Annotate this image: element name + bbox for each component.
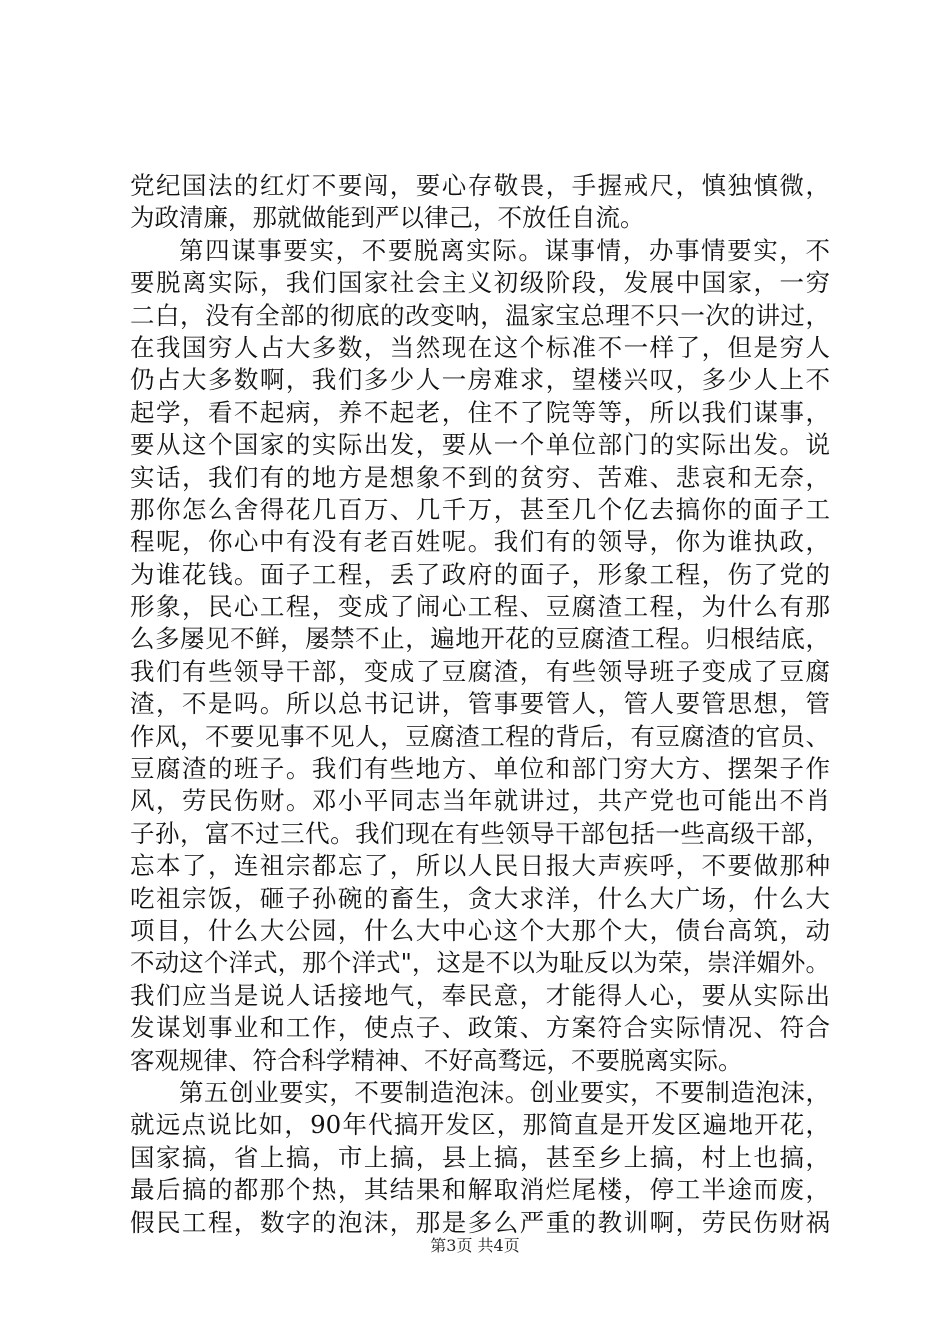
text-line: 我们有些领导干部，变成了豆腐渣，有些领导班子变成了豆腐 <box>130 656 830 686</box>
text-line: 就远点说比如，90年代搞开发区，那简直是开发区遍地开花， <box>130 1110 830 1140</box>
page-number-footer: 第3页 共4页 <box>430 1236 520 1255</box>
text-line: 那你怎么舍得花几百万、几千万，甚至几个亿去搞你的面子工 <box>130 494 830 524</box>
text-line: 假民工程，数字的泡沫，那是多么严重的教训啊，劳民伤财祸 <box>130 1207 830 1237</box>
text-line: 要从这个国家的实际出发，要从一个单位部门的实际出发。说 <box>130 430 830 460</box>
text-line: 实话，我们有的地方是想象不到的贫穷、苦难、悲哀和无奈， <box>130 462 830 492</box>
text-line: 第四谋事要实，不要脱离实际。谋事情，办事情要实，不 <box>179 235 830 265</box>
text-line: 党纪国法的红灯不要闯，要心存敬畏，手握戒尺，慎独慎微， <box>130 171 830 200</box>
text-line: 作风，不要见事不见人，豆腐渣工程的背后，有豆腐渣的官员、 <box>130 721 830 751</box>
text-line: 最后搞的都那个热，其结果和解取消烂尾楼，停工半途而废， <box>130 1175 830 1205</box>
text-line: 国家搞，省上搞，市上搞，县上搞，甚至乡上搞，村上也搞， <box>130 1142 830 1172</box>
text-line: 要脱离实际，我们国家社会主义初级阶段，发展中国家，一穷 <box>130 268 830 298</box>
text-line: 我们应当是说人话接地气，奉民意，才能得人心，要从实际出 <box>130 980 830 1010</box>
text-line: 为谁花钱。面子工程，丢了政府的面子，形象工程，伤了党的 <box>130 559 830 589</box>
text-line: 不动这个洋式，那个洋式"，这是不以为耻反以为荣，崇洋媚外。 <box>130 948 830 978</box>
text-line: 在我国穷人占大多数，当然现在这个标准不一样了，但是穷人 <box>130 332 830 362</box>
text-line: 渣，不是吗。所以总书记讲，管事要管人，管人要管思想，管 <box>130 689 830 719</box>
text-line: 起学，看不起病，养不起老，住不了院等等，所以我们谋事， <box>130 397 830 427</box>
text-line: 二白，没有全部的彻底的改变呐，温家宝总理不只一次的讲过， <box>130 300 830 330</box>
text-line: 客观规律、符合科学精神、不好高骛远，不要脱离实际。 <box>130 1045 743 1075</box>
text-line: 吃祖宗饭，砸子孙碗的畜生，贪大求洋，什么大广场，什么大 <box>130 883 830 913</box>
text-line: 忘本了，连祖宗都忘了，所以人民日报大声疾呼，不要做那种 <box>130 851 830 881</box>
text-line: 豆腐渣的班子。我们有些地方、单位和部门穷大方、摆架子作 <box>130 754 830 784</box>
text-line: 形象，民心工程，变成了闹心工程、豆腐渣工程，为什么有那 <box>130 592 830 622</box>
text-line: 发谋划事业和工作，使点子、政策、方案符合实际情况、符合 <box>130 1013 830 1043</box>
text-line: 仍占大多数啊，我们多少人一房难求，望楼兴叹，多少人上不 <box>130 365 830 395</box>
text-line: 项目，什么大公园，什么大中心这个大那个大，债台高筑，动 <box>130 915 830 945</box>
text-line: 为政清廉，那就做能到严以律己，不放任自流。 <box>130 203 645 233</box>
text-line: 程呢，你心中有没有老百姓呢。我们有的领导，你为谁执政， <box>130 527 830 557</box>
text-line: 子孙，富不过三代。我们现在有些领导干部包括一些高级干部， <box>130 818 830 848</box>
text-line: 风，劳民伤财。邓小平同志当年就讲过，共产党也可能出不肖 <box>130 786 830 816</box>
text-line: 么多屡见不鲜，屡禁不止，遍地开花的豆腐渣工程。归根结底， <box>130 624 830 654</box>
document-body <box>130 170 830 1239</box>
text-line: 第五创业要实，不要制造泡沫。创业要实，不要制造泡沫， <box>179 1077 830 1107</box>
